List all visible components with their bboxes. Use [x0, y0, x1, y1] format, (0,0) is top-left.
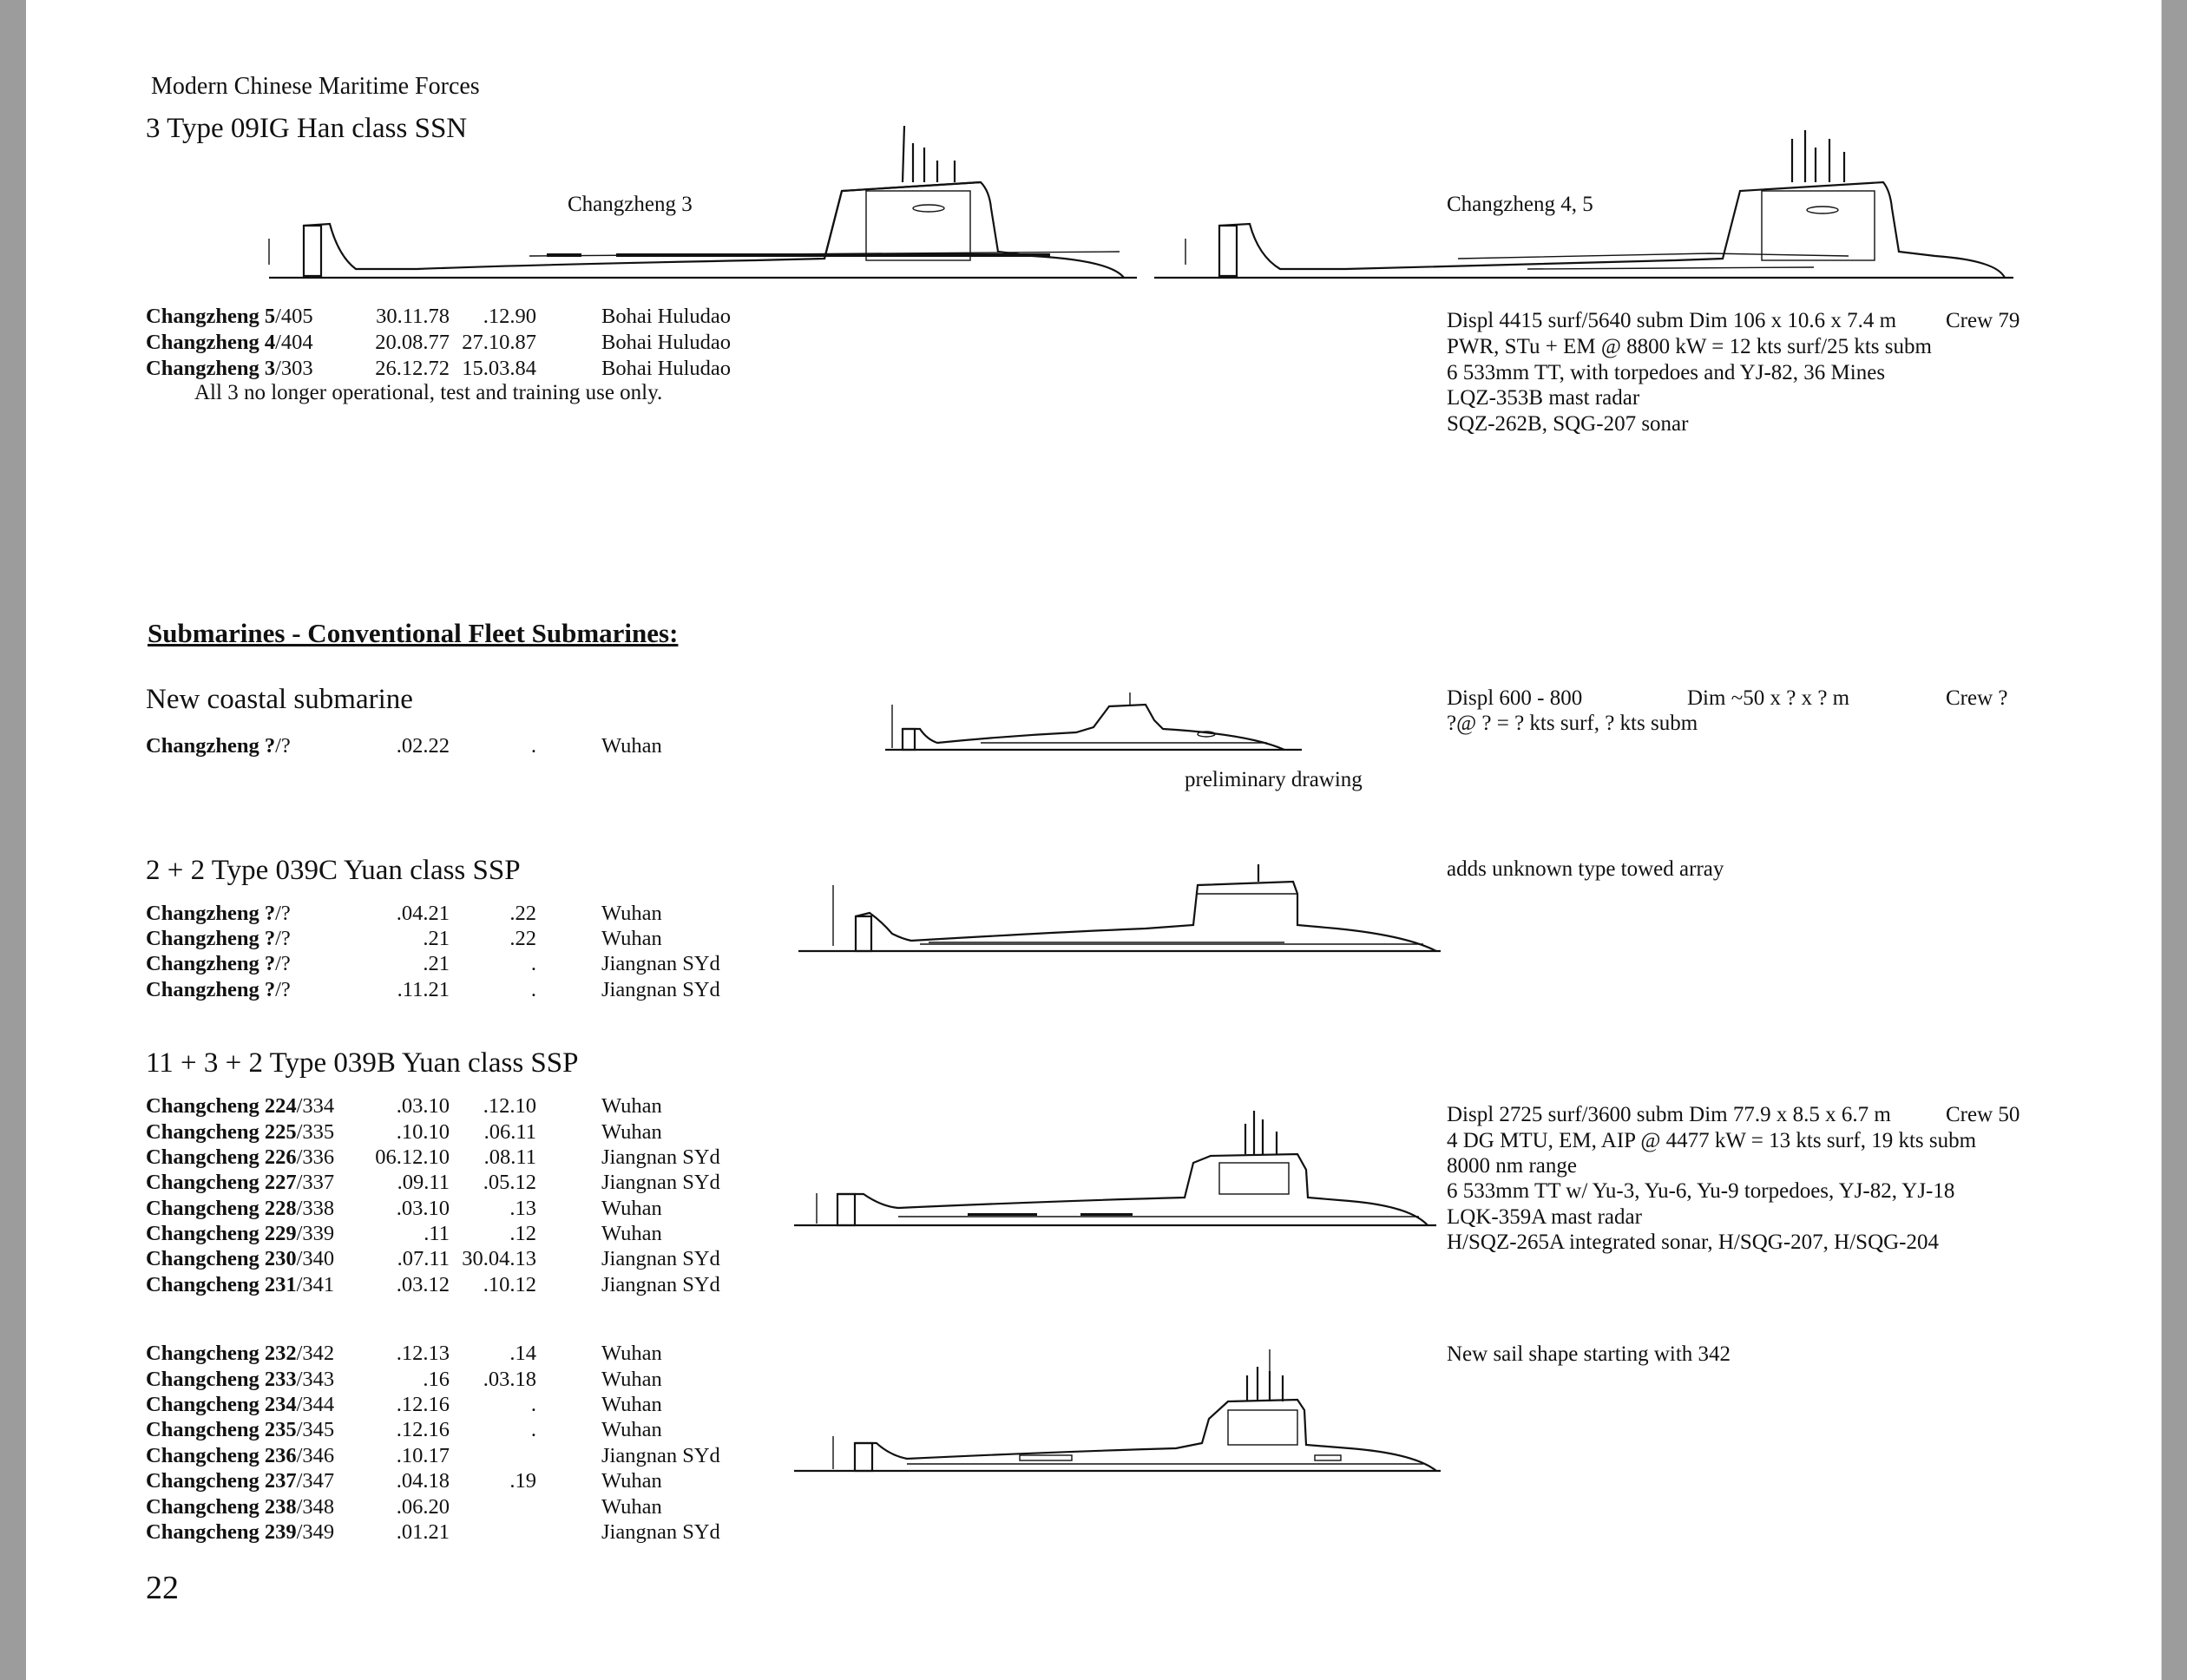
boat-number: /346	[296, 1444, 335, 1467]
commission-date: .10.12	[483, 1273, 536, 1296]
laid-down-date: .12.16	[396, 1418, 450, 1441]
boat-number: /?	[275, 927, 291, 950]
boat-number: /?	[275, 952, 291, 975]
commission-date: .19	[509, 1469, 536, 1493]
laid-down-date: .21	[423, 927, 450, 950]
039b-spec-line: 4 DG MTU, EM, AIP @ 4477 kW = 13 kts surf, 19 kts subm	[1447, 1129, 1977, 1152]
han-class-drawing-1	[269, 121, 1137, 286]
boat-name: Changcheng 225	[146, 1120, 297, 1144]
shipyard: Wuhan	[601, 1418, 662, 1441]
laid-down-date: .10.17	[396, 1444, 450, 1467]
laid-down-date: .04.21	[396, 902, 450, 925]
boat-number: /404	[275, 331, 313, 354]
laid-down-date: .11.21	[397, 978, 450, 1001]
boat-number: /334	[296, 1094, 335, 1118]
boat-name: Changcheng 231	[146, 1273, 297, 1296]
laid-down-date: .03.10	[396, 1094, 450, 1118]
coastal-crew: Crew ?	[1946, 686, 2008, 710]
boat-name: Changcheng 235	[146, 1418, 297, 1441]
commission-date: 15.03.84	[462, 357, 536, 380]
commission-date: .12.10	[483, 1094, 536, 1118]
039b-spec-line: H/SQZ-265A integrated sonar, H/SQG-207, H/SQG-204	[1447, 1230, 1940, 1254]
boat-number: /340	[296, 1247, 335, 1270]
table-row	[146, 1468, 753, 1494]
laid-down-date: 30.11.78	[376, 305, 450, 328]
boat-name: Changcheng 237	[146, 1469, 297, 1493]
commission-date: .06.11	[483, 1120, 536, 1144]
table-row	[146, 1145, 753, 1171]
laid-down-date: .03.10	[396, 1197, 450, 1220]
boat-name: Changzheng 3	[146, 357, 276, 380]
commission-date: 30.04.13	[462, 1247, 536, 1270]
boat-number: /348	[296, 1495, 335, 1519]
table-row	[146, 1170, 753, 1196]
table-row	[146, 1367, 753, 1393]
boat-name: Changcheng 228	[146, 1197, 297, 1220]
boat-number: /342	[296, 1342, 335, 1365]
coastal-submarine-drawing	[885, 686, 1302, 755]
laid-down-date: .07.11	[397, 1247, 450, 1270]
han-spec-line: 6 533mm TT, with torpedoes and YJ-82, 36 Mines	[1447, 361, 1886, 384]
shipyard: Wuhan	[601, 1368, 662, 1391]
table-row	[146, 1272, 753, 1298]
commission-date: 27.10.87	[462, 331, 536, 354]
han-spec-line: LQZ-353B mast radar	[1447, 386, 1640, 410]
boat-name: Changzheng ?	[146, 902, 276, 925]
table-row	[146, 1093, 753, 1119]
boat-name: Changzheng ?	[146, 927, 276, 950]
table-row	[146, 356, 753, 382]
boat-name: Changzheng ?	[146, 952, 276, 975]
table-row	[146, 1341, 753, 1367]
laid-down-date: .12.16	[396, 1393, 450, 1416]
commission-date: .08.11	[483, 1145, 536, 1169]
boat-name: Changcheng 232	[146, 1342, 297, 1365]
table-row	[146, 1417, 753, 1443]
shipyard: Wuhan	[601, 734, 662, 758]
boat-number: /344	[296, 1393, 335, 1416]
039b-later-submarine-drawing	[794, 1349, 1454, 1475]
039b-spec-line: 6 533mm TT w/ Yu-3, Yu-6, Yu-9 torpedoes, YJ-82, YJ-18	[1447, 1179, 1955, 1203]
commission-date: .12.90	[483, 305, 536, 328]
shipyard: Jiangnan SYd	[601, 1171, 720, 1194]
page-number: 22	[146, 1570, 179, 1606]
commission-date: .	[530, 1418, 536, 1441]
han-spec-line: PWR, STu + EM @ 8800 kW = 12 kts surf/25 kts subm	[1447, 335, 1932, 358]
shipyard: Jiangnan SYd	[601, 1247, 720, 1270]
laid-down-date: .11	[424, 1222, 450, 1245]
boat-number: /341	[296, 1273, 335, 1296]
laid-down-date: 06.12.10	[375, 1145, 450, 1169]
table-row	[146, 926, 753, 952]
boat-name: Changcheng 238	[146, 1495, 297, 1519]
shipyard: Wuhan	[601, 1120, 662, 1144]
table-row	[146, 1519, 753, 1545]
laid-down-date: 20.08.77	[375, 331, 450, 354]
boat-number: /339	[296, 1222, 335, 1245]
shipyard: Wuhan	[601, 1393, 662, 1416]
table-row	[146, 1392, 753, 1418]
section-title-039c: 2 + 2 Type 039C Yuan class SSP	[146, 855, 521, 886]
han-class-drawing-2	[1154, 121, 2013, 286]
table-row	[146, 304, 753, 330]
laid-down-date: .06.20	[396, 1495, 450, 1519]
boat-name: Changcheng 239	[146, 1520, 297, 1544]
shipyard: Bohai Huludao	[601, 331, 732, 354]
section-title-039b: 11 + 3 + 2 Type 039B Yuan class SSP	[146, 1047, 579, 1079]
commission-date: .22	[509, 902, 536, 925]
coastal-drawing-caption: preliminary drawing	[1185, 768, 1363, 791]
table-row	[146, 1221, 753, 1247]
shipyard: Wuhan	[601, 1469, 662, 1493]
boat-number: /343	[296, 1368, 335, 1391]
039b-later-note: New sail shape starting with 342	[1447, 1342, 1731, 1366]
shipyard: Wuhan	[601, 1222, 662, 1245]
table-row	[146, 1119, 753, 1145]
table-row	[146, 1494, 753, 1520]
shipyard: Wuhan	[601, 1094, 662, 1118]
laid-down-date: .01.21	[396, 1520, 450, 1544]
commission-date: .05.12	[483, 1171, 536, 1194]
laid-down-date: .09.11	[397, 1171, 450, 1194]
commission-date: .12	[509, 1222, 536, 1245]
table-row	[146, 330, 753, 356]
shipyard: Jiangnan SYd	[601, 1444, 720, 1467]
section-title-han: 3 Type 09IG Han class SSN	[146, 113, 468, 144]
laid-down-date: .02.22	[396, 734, 450, 758]
shipyard: Jiangnan SYd	[601, 1145, 720, 1169]
boat-name: Changcheng 234	[146, 1393, 297, 1416]
coastal-propulsion: ?@ ? = ? kts surf, ? kts subm	[1447, 712, 1698, 735]
coastal-dimensions: Dim ~50 x ? x ? m	[1687, 686, 1850, 710]
boat-number: /336	[296, 1145, 335, 1169]
boat-name: Changcheng 233	[146, 1368, 297, 1391]
table-row	[146, 977, 753, 1003]
laid-down-date: .12.13	[396, 1342, 450, 1365]
boat-name: Changcheng 227	[146, 1171, 297, 1194]
shipyard: Wuhan	[601, 1342, 662, 1365]
shipyard: Jiangnan SYd	[601, 1520, 720, 1544]
table-row	[146, 1246, 753, 1272]
shipyard: Jiangnan SYd	[601, 1273, 720, 1296]
laid-down-date: .16	[423, 1368, 450, 1391]
shipyard: Jiangnan SYd	[601, 978, 720, 1001]
laid-down-date: .21	[423, 952, 450, 975]
039b-submarine-drawing	[794, 1111, 1454, 1232]
boat-name: Changzheng ?	[146, 978, 276, 1001]
table-row	[146, 733, 753, 759]
039b-displacement: Displ 2725 surf/3600 subm Dim 77.9 x 8.5 x 6.7 m	[1447, 1103, 1891, 1126]
boat-name: Changzheng 5	[146, 305, 276, 328]
039b-crew: Crew 50	[1946, 1103, 2020, 1126]
039c-note: adds unknown type towed array	[1447, 857, 1724, 881]
table-row	[146, 1443, 753, 1469]
boat-name: Changzheng 4	[146, 331, 276, 354]
commission-date: .	[530, 1393, 536, 1416]
han-crew: Crew 79	[1946, 309, 2020, 332]
boat-number: /?	[275, 902, 291, 925]
commission-date: .	[530, 978, 536, 1001]
laid-down-date: .10.10	[396, 1120, 450, 1144]
boat-name: Changcheng 224	[146, 1094, 297, 1118]
section-heading-conventional: Submarines - Conventional Fleet Submarines:	[148, 618, 679, 648]
boat-number: /405	[275, 305, 313, 328]
table-row	[146, 951, 753, 977]
boat-name: Changcheng 230	[146, 1247, 297, 1270]
shipyard: Bohai Huludao	[601, 357, 732, 380]
section-title-coastal: New coastal submarine	[146, 684, 413, 715]
shipyard: Wuhan	[601, 1495, 662, 1519]
commission-date: .03.18	[483, 1368, 536, 1391]
boat-number: /349	[296, 1520, 335, 1544]
039c-submarine-drawing	[798, 859, 1449, 955]
boat-number: /303	[275, 357, 313, 380]
commission-date: .	[530, 952, 536, 975]
laid-down-date: .04.18	[396, 1469, 450, 1493]
drawing-label-changzheng-3: Changzheng 3	[568, 193, 693, 216]
drawing-label-changzheng-4-5: Changzheng 4, 5	[1447, 193, 1593, 216]
boat-name: Changcheng 226	[146, 1145, 297, 1169]
shipyard: Wuhan	[601, 902, 662, 925]
boat-name: Changzheng ?	[146, 734, 276, 758]
boat-number: /?	[275, 978, 291, 1001]
boat-number: /335	[296, 1120, 335, 1144]
laid-down-date: 26.12.72	[375, 357, 450, 380]
shipyard: Bohai Huludao	[601, 305, 732, 328]
commission-date: .13	[509, 1197, 536, 1220]
039b-spec-line: 8000 nm range	[1447, 1154, 1577, 1178]
boat-number: /338	[296, 1197, 335, 1220]
boat-name: Changcheng 236	[146, 1444, 297, 1467]
han-displacement: Displ 4415 surf/5640 subm Dim 106 x 10.6 x 7.4 m	[1447, 309, 1897, 332]
039b-spec-line: LQK-359A mast radar	[1447, 1205, 1642, 1229]
commission-date: .22	[509, 927, 536, 950]
shipyard: Wuhan	[601, 927, 662, 950]
han-note: All 3 no longer operational, test and training use only.	[194, 381, 663, 404]
document-page	[26, 0, 2162, 1680]
han-spec-line: SQZ-262B, SQG-207 sonar	[1447, 412, 1689, 436]
boat-number: /347	[296, 1469, 335, 1493]
boat-number: /337	[296, 1171, 335, 1194]
book-title: Modern Chinese Maritime Forces	[151, 73, 480, 100]
table-row	[146, 1196, 753, 1222]
coastal-displacement: Displ 600 - 800	[1447, 686, 1583, 710]
boat-number: /?	[275, 734, 291, 758]
commission-date: .	[530, 734, 536, 758]
commission-date: .14	[509, 1342, 536, 1365]
shipyard: Jiangnan SYd	[601, 952, 720, 975]
boat-number: /345	[296, 1418, 335, 1441]
shipyard: Wuhan	[601, 1197, 662, 1220]
laid-down-date: .03.12	[396, 1273, 450, 1296]
boat-name: Changcheng 229	[146, 1222, 297, 1245]
table-row	[146, 901, 753, 927]
